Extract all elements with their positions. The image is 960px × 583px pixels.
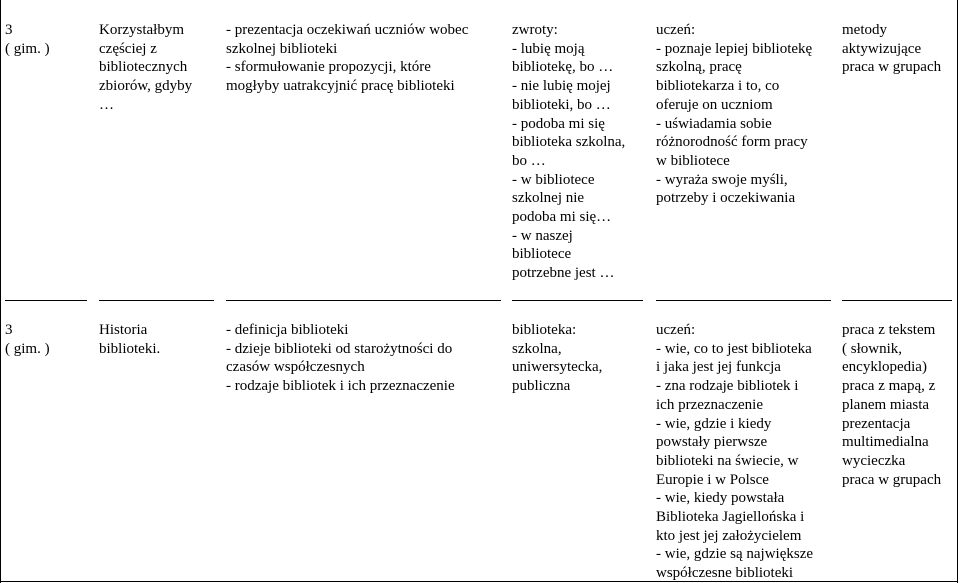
- separator-segment: [656, 300, 831, 301]
- keywords-cell: zwroty: - lubię moją bibliotekę, bo … - nie lubię mojej biblioteki, bo … - podoba mi się biblioteka szkolna, bo … - w bibliotece szkolnej nie podoba mi się… - w naszej bibliotece potrzebne jest …: [512, 22, 626, 282]
- table-row: [0, 321, 960, 581]
- methods-cell: praca z tekstem ( słownik, encyklopedia) praca z mapą, z planem miasta prezentacja multimedialna wycieczka praca w grupach: [842, 322, 942, 488]
- grade-cell: 3 ( gim. ): [5, 322, 50, 357]
- separator-segment: [5, 300, 87, 301]
- topic-cell: Historia biblioteki.: [99, 322, 161, 357]
- content-cell: - definicja biblioteki - dzieje biblioteki od starożytności do czasów współczesnych - rodzaje bibliotek i ich przeznaczenie: [226, 322, 455, 395]
- grade-cell: 3 ( gim. ): [5, 22, 50, 57]
- separator-segment: [512, 300, 643, 301]
- separator-segment: [842, 300, 952, 301]
- outcomes-cell: uczeń: - wie, co to jest biblioteka i jaka jest jej funkcja - zna rodzaje bibliotek i ich przeznaczenie - wie, gdzie i kiedy powstały pierwsze biblioteki na świecie, w Europie i w Polsce - wie, kiedy powstała Biblioteka Jagiellońska i kto jest jej założycielem - wie, gdzie są największe współczesne biblioteki: [656, 322, 814, 582]
- keywords-cell: biblioteka: szkolna, uniwersytecka, publiczna: [512, 322, 603, 395]
- content-cell: - prezentacja oczekiwań uczniów wobec szkolnej biblioteki - sformułowanie propozycji, które mogłyby uatrakcyjnić pracę biblioteki: [226, 22, 469, 95]
- outcomes-cell: uczeń: - poznaje lepiej bibliotekę szkolną, pracę bibliotekarza i to, co oferuje on uczniom - uświadamia sobie różnorodność form pracy w bibliotece - wyraża swoje myśli, potrzeby i oczekiwania: [656, 22, 813, 207]
- separator-segment: [226, 300, 501, 301]
- row-separator: [0, 300, 960, 301]
- table-row: [0, 21, 960, 291]
- topic-cell: Korzystałbym częściej z bibliotecznych zbiorów, gdyby …: [99, 22, 193, 113]
- separator-segment: [99, 300, 214, 301]
- methods-cell: metody aktywizujące praca w grupach: [842, 22, 942, 76]
